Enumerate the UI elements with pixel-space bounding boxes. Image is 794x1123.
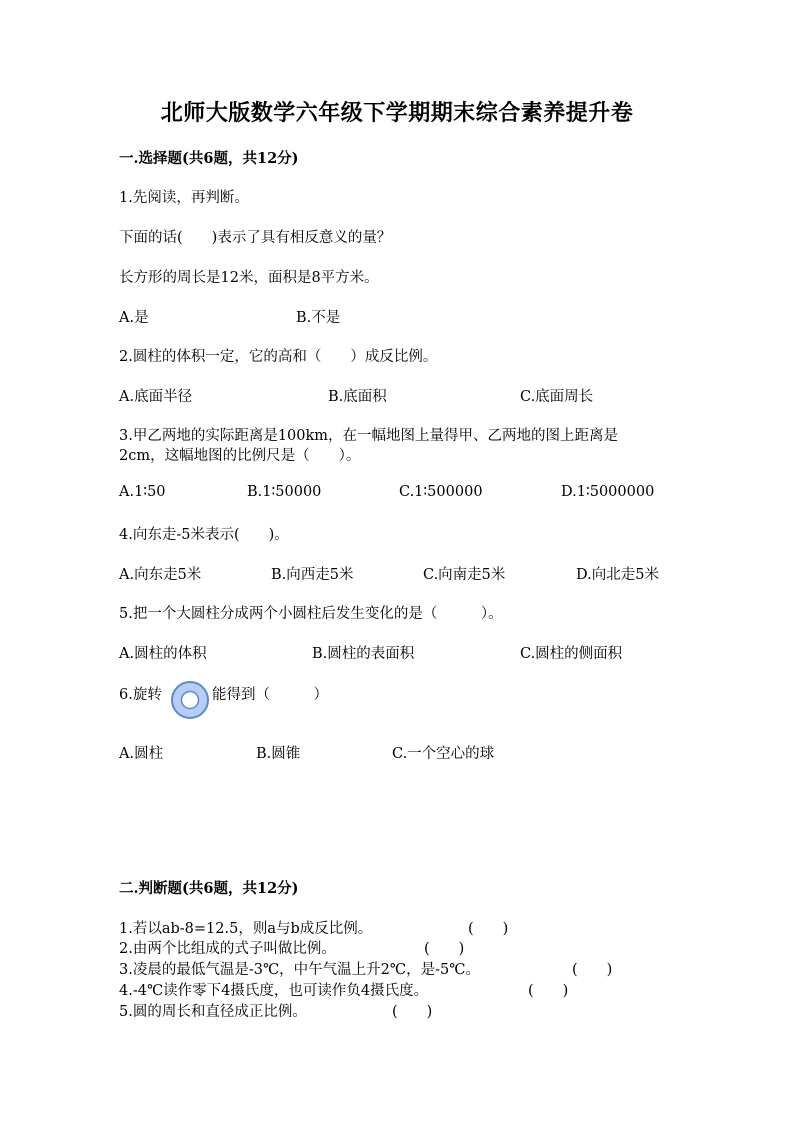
question-6-option-a: A.圆柱 [119, 746, 164, 762]
judge-item-4: 4.-4℃读作零下4摄氏度，也可读作负4摄氏度。 [119, 983, 429, 999]
document-title: 北师大版数学六年级下学期期末综合素养提升卷 [160, 100, 634, 126]
judge-item-2: 2.由两个比组成的式子叫做比例。 [119, 941, 336, 957]
ring-figure [170, 680, 210, 720]
judge-item-1: 1.若以ab-8=12.5，则a与b成反比例。 [119, 921, 373, 937]
question-6-text-suffix: 能得到（ ） [212, 687, 328, 703]
question-3-text-line-1: 3.甲乙两地的实际距离是100km，在一幅地图上量得甲、乙两地的图上距离是 [119, 428, 619, 444]
question-2-option-b: B.底面积 [328, 389, 387, 405]
question-2-option-a: A.底面半径 [119, 389, 193, 405]
question-1-text: 长方形的周长是12米，面积是8平方米。 [119, 270, 379, 286]
question-2-text: 2.圆柱的体积一定，它的高和（ ）成反比例。 [119, 349, 438, 365]
question-1-option-b: B.不是 [296, 310, 341, 326]
question-4-option-a: A.向东走5米 [119, 567, 202, 583]
question-4-text: 4.向东走-5米表示( )。 [119, 527, 289, 543]
judge-blank-5: ( ) [392, 1004, 433, 1020]
question-3-option-c: C.1∶500000 [399, 484, 483, 500]
question-3-text-line-2: 2cm，这幅地图的比例尺是（ ）。 [119, 448, 361, 464]
ring-inner [182, 692, 199, 709]
question-4-option-b: B.向西走5米 [271, 567, 354, 583]
question-4-option-c: C.向南走5米 [423, 567, 506, 583]
judge-blank-3: ( ) [572, 962, 613, 978]
judge-blank-1: ( ) [468, 921, 509, 937]
section-1-heading: 一.选择题(共6题，共12分) [119, 150, 299, 167]
judge-item-3: 3.凌晨的最低气温是-3℃，中午气温上升2℃，是-5℃。 [119, 962, 480, 978]
question-5-option-b: B.圆柱的表面积 [312, 646, 415, 662]
question-6-option-c: C.一个空心的球 [392, 746, 495, 762]
question-3-option-d: D.1∶5000000 [561, 484, 655, 500]
question-4-option-d: D.向北走5米 [576, 567, 659, 583]
judge-item-5: 5.圆的周长和直径成正比例。 [119, 1004, 307, 1020]
question-1-option-a: A.是 [119, 310, 149, 326]
question-5-option-a: A.圆柱的体积 [119, 646, 207, 662]
question-3-option-a: A.1∶50 [119, 484, 166, 500]
question-5-option-c: C.圆柱的侧面积 [520, 646, 623, 662]
question-1-statement: 下面的话( )表示了具有相反意义的量？ [119, 230, 392, 246]
question-2-option-c: C.底面周长 [520, 389, 594, 405]
question-6-option-b: B.圆锥 [256, 746, 301, 762]
judge-blank-4: ( ) [528, 983, 569, 999]
judge-blank-2: ( ) [424, 941, 465, 957]
question-1-prompt: 1.先阅读，再判断。 [119, 190, 249, 206]
question-6-text-prefix: 6.旋转 [119, 687, 162, 703]
section-2-heading: 二.判断题(共6题，共12分) [119, 880, 299, 897]
question-3-option-b: B.1∶50000 [247, 484, 322, 500]
question-5-text: 5.把一个大圆柱分成两个小圆柱后发生变化的是（ ）。 [119, 606, 503, 622]
